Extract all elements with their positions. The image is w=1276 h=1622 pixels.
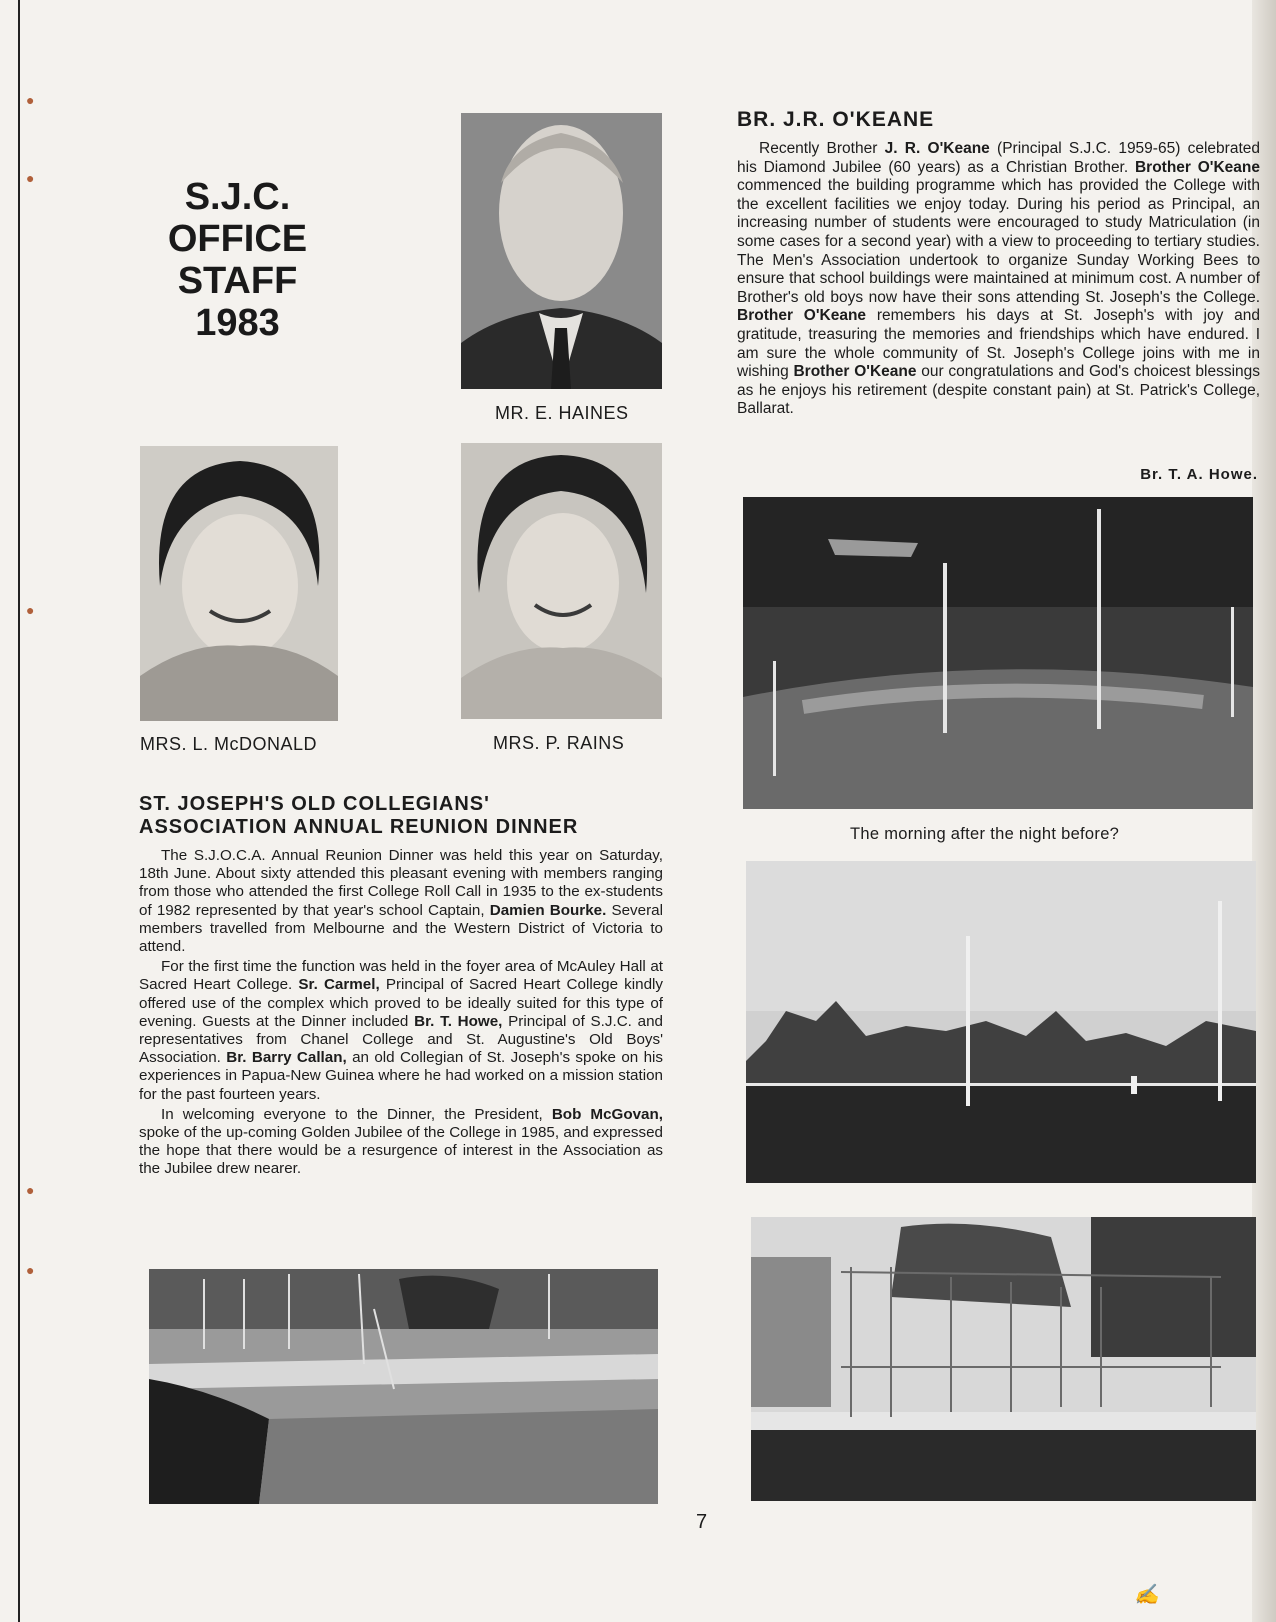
reunion-article-body: [139, 847, 663, 1181]
portrait-photo-mcdonald: [140, 446, 338, 721]
binding-hole-mark: ●: [26, 1262, 35, 1278]
okeane-signature: Br. T. A. Howe.: [1140, 466, 1258, 483]
reunion-text: Several members travelled from Melbourne and the Western District of Victoria to attend.: [139, 901, 663, 956]
reunion-article-title: [139, 793, 578, 839]
reunion-paragraph: [139, 1106, 663, 1179]
binding-hole-mark: ●: [26, 170, 35, 186]
page-number: 7: [696, 1511, 708, 1533]
okeane-article-body: [737, 140, 1260, 419]
excavation-site-photo: [149, 1269, 658, 1504]
reunion-paragraph: [139, 847, 663, 956]
reunion-text: For the first time the function was held in the foyer area of McAuley Hall at Sacred Heart College.: [139, 958, 663, 994]
reunion-bold-name: Bob McGovan,: [551, 1105, 663, 1123]
okeane-text: our congratulations and God's choicest blessings as he enjoys his retirement (despite constant pain) at St. Patrick's College, Ballarat.: [737, 363, 1260, 418]
okeane-text: Recently Brother: [759, 140, 885, 157]
caption-haines: MR. E. HAINES: [495, 403, 629, 423]
okeane-text: remembers his days at St. Joseph's with joy and gratitude, treasuring the memories and friendships which have endured. I am sure the whole community of St. Joseph's College joins with me in wishing: [737, 307, 1261, 381]
binding-hole-mark: ●: [26, 1182, 35, 1198]
reunion-title-line: ST. JOSEPH'S OLD COLLEGIANS': [139, 793, 490, 815]
caption-mcdonald: MRS. L. McDONALD: [140, 734, 318, 754]
reunion-bold-name: Sr. Carmel,: [298, 976, 380, 994]
staff-heading-line: STAFF: [177, 260, 298, 302]
reunion-text: Principal of S.J.C. and representatives from Chanel College and St. Augustine's Old Boys' Association.: [139, 1012, 663, 1067]
oval-with-trees-photo: [746, 861, 1256, 1183]
okeane-bold-name: Brother O'Keane: [737, 307, 867, 325]
reunion-paragraph: [139, 958, 663, 1104]
okeane-article-title: BR. J.R. O'KEANE: [737, 108, 935, 131]
reunion-text: an old Collegian of St. Joseph's spoke on his experiences in Papua-New Guinea where he had worked on a mission station for the past fourteen years.: [139, 1049, 663, 1103]
reunion-bold-name: Br. Barry Callan,: [226, 1049, 347, 1067]
binding-hole-mark: ●: [26, 92, 35, 108]
okeane-bold-name: Brother O'Keane: [1134, 158, 1260, 176]
staff-heading: [150, 176, 325, 344]
portrait-photo-haines: [461, 113, 662, 389]
okeane-bold-name: J. R. O'Keane: [884, 140, 990, 157]
field-photo-caption: The morning after the night before?: [850, 825, 1120, 843]
reunion-text: Principal of Sacred Heart College kindly offered use of the complex which proved to be ideally suited for this type of evening. Guests at the Dinner included: [139, 976, 664, 1030]
reunion-text: In welcoming everyone to the Dinner, the President,: [161, 1105, 552, 1123]
binding-hole-mark: ●: [26, 602, 35, 618]
reunion-bold-name: Br. T. Howe,: [414, 1012, 503, 1030]
okeane-text: commenced the building programme which has provided the College with the excellent facilities we enjoy today. During his period as Principal, an increasing number of students were encouraged to study Matriculation (in some cases for a second year) with a view to proceeding to tertiary studies. The Men's Association undertook to organize Sunday Working Bees to ensure that school buildings were maintained at minimum cost. A number of Brother's old boys now have their sons attending St. Joseph's the College.: [737, 177, 1260, 306]
reunion-text: The S.J.O.C.A. Annual Reunion Dinner was held this year on Saturday, 18th June. About sixty attended this pleasant evening with members ranging from those who attended the first College Roll Call in 1935 to the ex-students of 1982 represented by that year's school Captain,: [139, 847, 663, 919]
scribble-mark-icon: ✍: [1134, 1584, 1159, 1606]
staff-heading-line: OFFICE: [167, 218, 308, 260]
okeane-bold-name: Brother O'Keane: [793, 363, 917, 381]
portrait-photo-rains: [461, 443, 662, 719]
okeane-text: (Principal S.J.C. 1959-65) celebrated his Diamond Jubilee (60 years) as a Christian Brother.: [737, 140, 1260, 176]
reunion-title-line: ASSOCIATION ANNUAL REUNION DINNER: [139, 816, 579, 838]
caption-rains: MRS. P. RAINS: [493, 733, 625, 753]
sports-field-goalposts-photo: [743, 497, 1253, 809]
staff-heading-line: S.J.C.: [184, 176, 291, 218]
staff-heading-line: 1983: [195, 302, 280, 344]
construction-frames-photo: [751, 1217, 1256, 1501]
reunion-text: spoke of the up-coming Golden Jubilee of the College in 1985, and expressed the hope that there would be a resurgence of interest in the Association as the Jubilee drew nearer.: [139, 1124, 663, 1178]
reunion-bold-name: Damien Bourke.: [489, 901, 607, 919]
binding-line: [18, 0, 20, 1622]
